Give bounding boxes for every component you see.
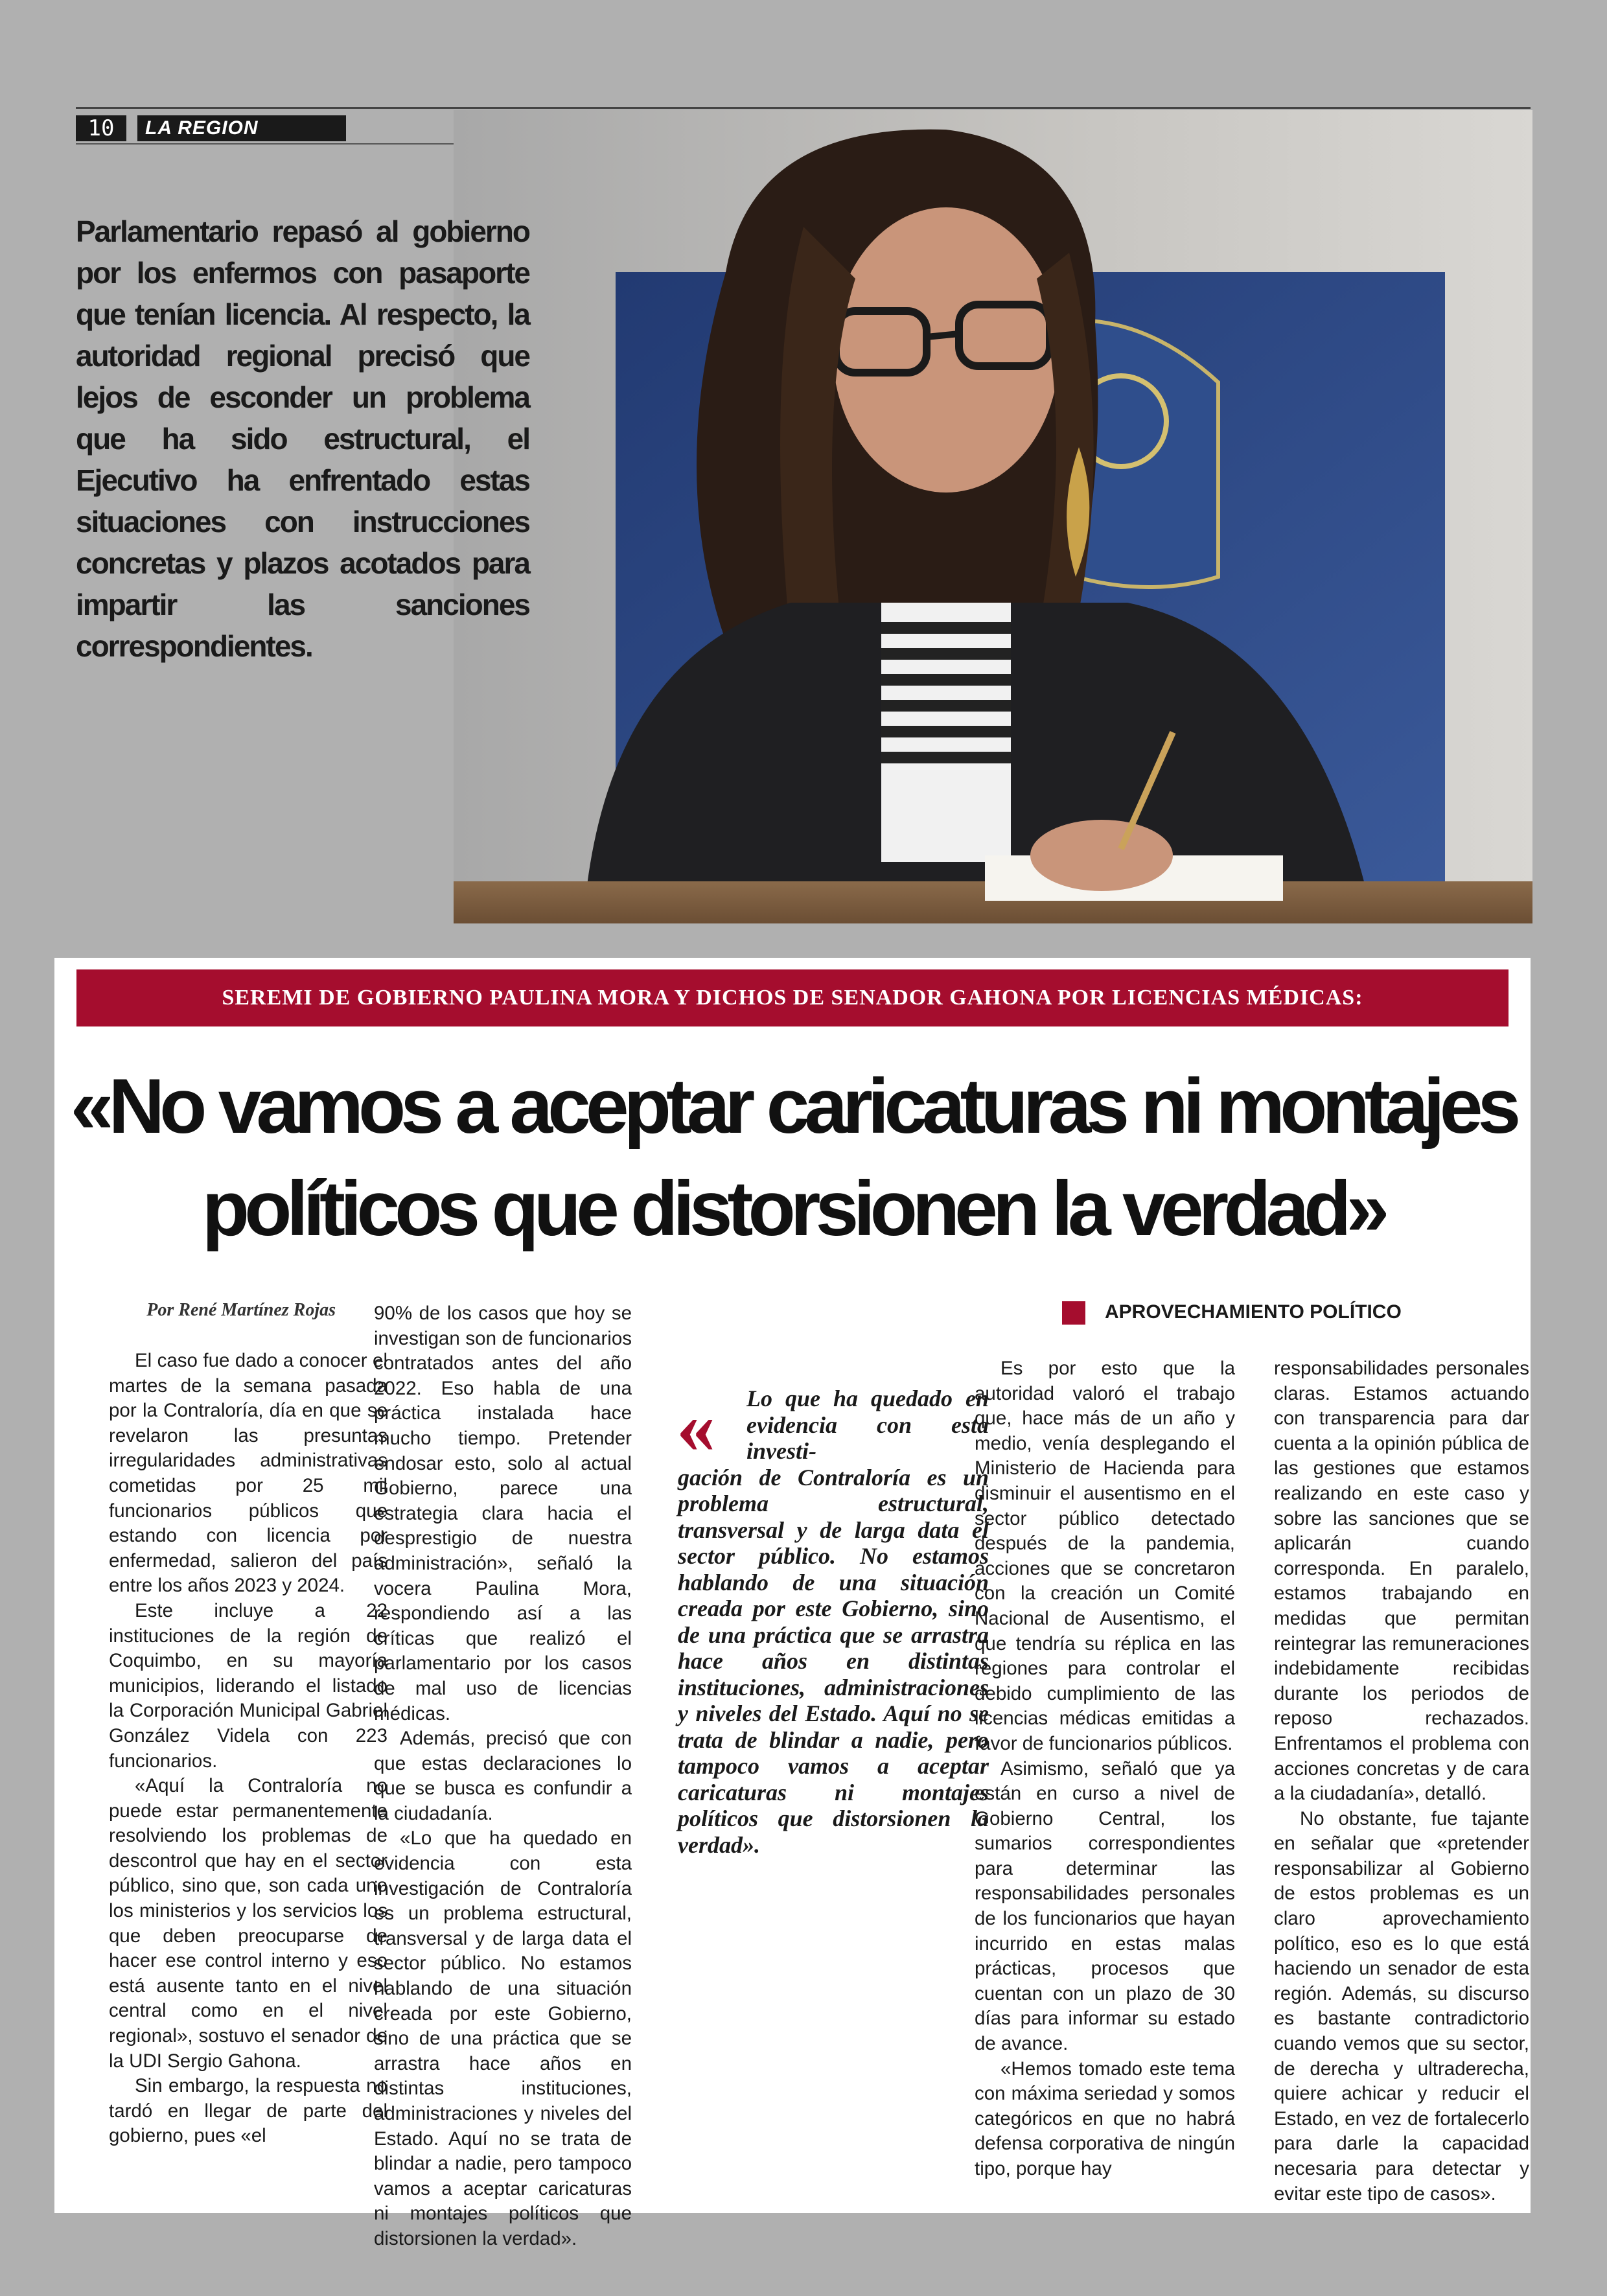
section-heading-label: APROVECHAMIENTO POLÍTICO [1105, 1301, 1402, 1323]
paragraph: «Aquí la Contraloría no puede estar permanentemente resolviendo los problemas de descontrol que hay en el sector público, sino que, son cada uno los ministerios y los servicios los que deben preocuparse de hacer ese control interno y eso está ausente tanto en el nivel central como en el nivel regional», sostuvo el senador de la UDI Sergio Gahona. [109, 1775, 387, 2072]
byline: Por René Martínez Rojas [146, 1300, 336, 1320]
paragraph: «Lo que ha quedado en evidencia con esta investigación de Contraloría es un problema estructural, transversal y de larga data el sector público. No estamos hablando de una situación creada por este Gobierno, sino de una práctica que se arrastra hace años en distintas instituciones, administraciones y niveles del Estado. Aquí no se trata de blindar a nadie, pero tampoco vamos a aceptar caricaturas ni montajes políticos que distorsionen la verdad». [374, 1827, 632, 2249]
pull-quote-body: gación de Contraloría es un problema estructural, transversal y de larga data el sector público. No estamos hablando de una situación creada por este Gobierno, sino de una práctica que se arrastra hace años en distintas instituciones, administraciones y niveles del Estado. Aquí no se trata de blindar a nadie, pero tampoco vamos a aceptar caricaturas ni montajes políticos que distorsionen la verdad». [678, 1464, 989, 1858]
portrait-photo [454, 110, 1532, 923]
paragraph: «Hemos tomado este tema con máxima seriedad y somos categóricos en que no habrá defensa corporativa de ningún tipo, porque hay [975, 2058, 1235, 2179]
woman-portrait-icon [454, 110, 1532, 923]
pull-quote-start: Lo que ha quedado en evidencia con esta investi- [746, 1386, 989, 1464]
paragraph: El caso fue dado a conocer el martes de la semana pasada por la Contraloría, día en que se revelaron las presuntas irregularidades administrativas cometidas por 25 mil funcionarios públicos que estando con licencia por enfermedad, salieron del país entre los años 2023 y 2024. [109, 1350, 387, 1597]
paragraph: responsabilidades personales claras. Estamos actuando con transparencia para dar cuenta a la opinión pública de las gestiones que estamos realizando en este caso y sobre las sanciones que se aplicarán cuando corresponda. En paralelo, estamos trabajando en medidas que permitan reintegrar las remuneraciones indebidamente recibidas durante los periodos de reposo rechazados. Enfrentamos el problema con acciones concretas y de cara a la ciudadanía», detalló. [1274, 1358, 1529, 1805]
article-panel [54, 958, 1531, 2249]
section-marker-icon [1062, 1301, 1085, 1325]
pull-quote [676, 1383, 989, 1858]
article-column-2 [374, 1301, 632, 2252]
section-heading [1062, 1301, 1516, 1325]
quote-mark-icon: « [676, 1383, 715, 1469]
newspaper-logo: LA REGION [137, 115, 346, 141]
article-column-3 [975, 1356, 1235, 2182]
paragraph: Además, precisó que con que estas declaraciones lo que se busca es confundir a la ciudadanía. [374, 1728, 632, 1824]
article-column-4 [1274, 1356, 1529, 2207]
paragraph: Asimismo, señaló que ya están en curso a nivel de Gobierno Central, los sumarios correspondientes para determinar las responsabilidades personales de los funcionarios que hayan incurrido en estas malas prácticas, procesos que cuentan con un plazo de 30 días para informar su estado de avance. [975, 1757, 1235, 2055]
page-number: 10 [76, 115, 126, 141]
paragraph: Sin embargo, la respuesta no tardó en llegar de parte del gobierno, pues «el [109, 2075, 387, 2147]
paragraph: 90% de los casos que hoy se investigan son de funcionarios contratados antes del año 2022. Eso habla de una práctica instalada hace mucho tiempo. Pretender endosar esto, solo al actual Gobierno, parece una estrategia clara hacia el desprestigio de nuestra administración», señaló la vocera Paulina Mora, respondiendo así a las críticas que realizó el parlamentario por los casos de mal uso de licencias médicas. [374, 1303, 632, 1724]
paragraph: No obstante, fue tajante en señalar que «pretender responsabilizar al Gobierno de estos problemas es un claro aprovechamiento político, eso es lo que está haciendo un senador de esta región. Además, su discurso es bastante contradictorio cuando vemos que su sector, de derecha y ultraderecha, quiere achicar y reducir el Estado, en vez de fortalecerlo para darle la capacidad necesaria para detectar y evitar este tipo de casos». [1274, 1807, 1529, 2205]
kicker-banner: SEREMI DE GOBIERNO PAULINA MORA Y DICHOS DE SENADOR GAHONA POR LICENCIAS MÉDICAS: [76, 969, 1509, 1026]
lead-paragraph: Parlamentario repasó al gobierno por los enfermos con pasaporte que tenían licencia. Al respecto, la autoridad regional precisó que lejos de esconder un problema que ha sido estructural, el Ejecutivo ha enfrentado estas situaciones con instrucciones concretas y plazos acotados para impartir las sanciones correspondientes. [76, 215, 529, 663]
article-column-1 [109, 1349, 387, 2149]
headline: «No vamos a aceptar caricaturas ni montajes políticos que distorsionen la verdad» [70, 1063, 1516, 1252]
paragraph: Este incluye a 22 instituciones de la región de Coquimbo, en su mayoría municipios, liderando el listado la Corporación Municipal Gabriel González Videla con 223 funcionarios. [109, 1599, 387, 1772]
paragraph: Es por esto que la autoridad valoró el trabajo que, hace más de un año y medio, venía desplegando el Ministerio de Hacienda para disminuir el ausentismo en el sector público detectado después de la pandemia, acciones que se concretaron con la creación un Comité Nacional de Ausentismo, el que tendría su réplica en las regiones para controlar el debido cumplimiento de las licencias médicas emitidas a favor de funcionarios públicos. [975, 1358, 1235, 1754]
